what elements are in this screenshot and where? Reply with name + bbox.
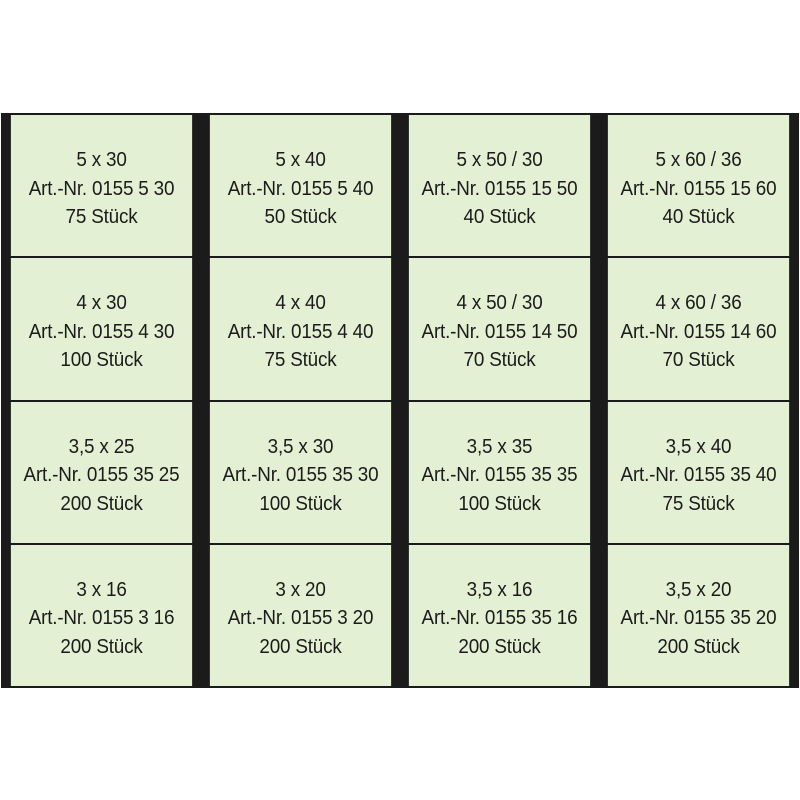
- cell-quantity: 200 Stück: [259, 634, 342, 658]
- cell-size: 4 x 30: [76, 291, 127, 315]
- cell-quantity: 200 Stück: [657, 634, 740, 658]
- cell-size: 4 x 60 / 36: [655, 291, 742, 315]
- cell-quantity: 70 Stück: [463, 348, 536, 372]
- grid-cell: [608, 545, 789, 686]
- cell-article-number: Art.-Nr. 0155 35 40: [620, 463, 777, 486]
- cell-size: 5 x 60 / 36: [655, 148, 742, 171]
- assortment-grid: [1, 113, 799, 688]
- grid-cell: [409, 115, 590, 256]
- cell-quantity: 200 Stück: [60, 634, 143, 658]
- cell-quantity: 75 Stück: [65, 205, 138, 228]
- cell-size: 3,5 x 20: [665, 577, 732, 601]
- cell-size: 3 x 20: [275, 577, 326, 601]
- cell-quantity: 75 Stück: [662, 491, 735, 515]
- cell-article-number: Art.-Nr. 0155 35 25: [23, 463, 180, 486]
- grid-cell: [11, 258, 192, 399]
- cell-article-number: Art.-Nr. 0155 15 50: [421, 176, 578, 200]
- cell-size: 5 x 30: [76, 148, 127, 171]
- cell-article-number: Art.-Nr. 0155 14 50: [421, 319, 578, 343]
- cell-size: 3,5 x 40: [665, 434, 732, 458]
- cell-article-number: Art.-Nr. 0155 14 60: [620, 319, 777, 343]
- cell-quantity: 40 Stück: [463, 205, 536, 228]
- grid-cell: [210, 115, 391, 256]
- cell-size: 5 x 50 / 30: [456, 148, 543, 171]
- grid-cell: [608, 258, 789, 399]
- grid-cell: [210, 258, 391, 399]
- cell-quantity: 50 Stück: [264, 205, 337, 228]
- cell-article-number: Art.-Nr. 0155 35 16: [421, 606, 578, 630]
- cell-article-number: Art.-Nr. 0155 35 30: [222, 463, 379, 486]
- cell-size: 3,5 x 25: [68, 434, 135, 458]
- cell-size: 4 x 40: [275, 291, 326, 315]
- cell-quantity: 200 Stück: [458, 634, 541, 658]
- cell-article-number: Art.-Nr. 0155 35 20: [620, 606, 777, 630]
- cell-size: 4 x 50 / 30: [456, 291, 543, 315]
- cell-article-number: Art.-Nr. 0155 3 16: [28, 606, 175, 630]
- grid-cell: [11, 402, 192, 543]
- grid-cell: [11, 115, 192, 256]
- cell-article-number: Art.-Nr. 0155 5 30: [28, 176, 175, 200]
- grid-cell: [608, 402, 789, 543]
- cell-size: 3,5 x 16: [466, 577, 533, 601]
- cell-article-number: Art.-Nr. 0155 35 35: [421, 463, 578, 486]
- cell-article-number: Art.-Nr. 0155 15 60: [620, 176, 777, 200]
- grid-cell: [210, 402, 391, 543]
- cell-article-number: Art.-Nr. 0155 4 30: [28, 319, 175, 343]
- cell-quantity: 100 Stück: [458, 491, 541, 515]
- cell-quantity: 100 Stück: [60, 348, 143, 372]
- grid-cell: [608, 115, 789, 256]
- cell-size: 3,5 x 35: [466, 434, 533, 458]
- grid-cell: [409, 402, 590, 543]
- cell-quantity: 100 Stück: [259, 491, 342, 515]
- cell-article-number: Art.-Nr. 0155 5 40: [227, 176, 374, 200]
- cell-quantity: 75 Stück: [264, 348, 337, 372]
- grid-cell: [409, 258, 590, 399]
- cell-quantity: 200 Stück: [60, 491, 143, 515]
- grid-cell: [409, 545, 590, 686]
- grid-cell: [11, 545, 192, 686]
- cell-article-number: Art.-Nr. 0155 4 40: [227, 319, 374, 343]
- grid-cell: [210, 545, 391, 686]
- cell-quantity: 40 Stück: [662, 205, 735, 228]
- cell-size: 3,5 x 30: [267, 434, 334, 458]
- cell-size: 3 x 16: [76, 577, 127, 601]
- cell-size: 5 x 40: [275, 148, 326, 171]
- cell-quantity: 70 Stück: [662, 348, 735, 372]
- cell-article-number: Art.-Nr. 0155 3 20: [227, 606, 374, 630]
